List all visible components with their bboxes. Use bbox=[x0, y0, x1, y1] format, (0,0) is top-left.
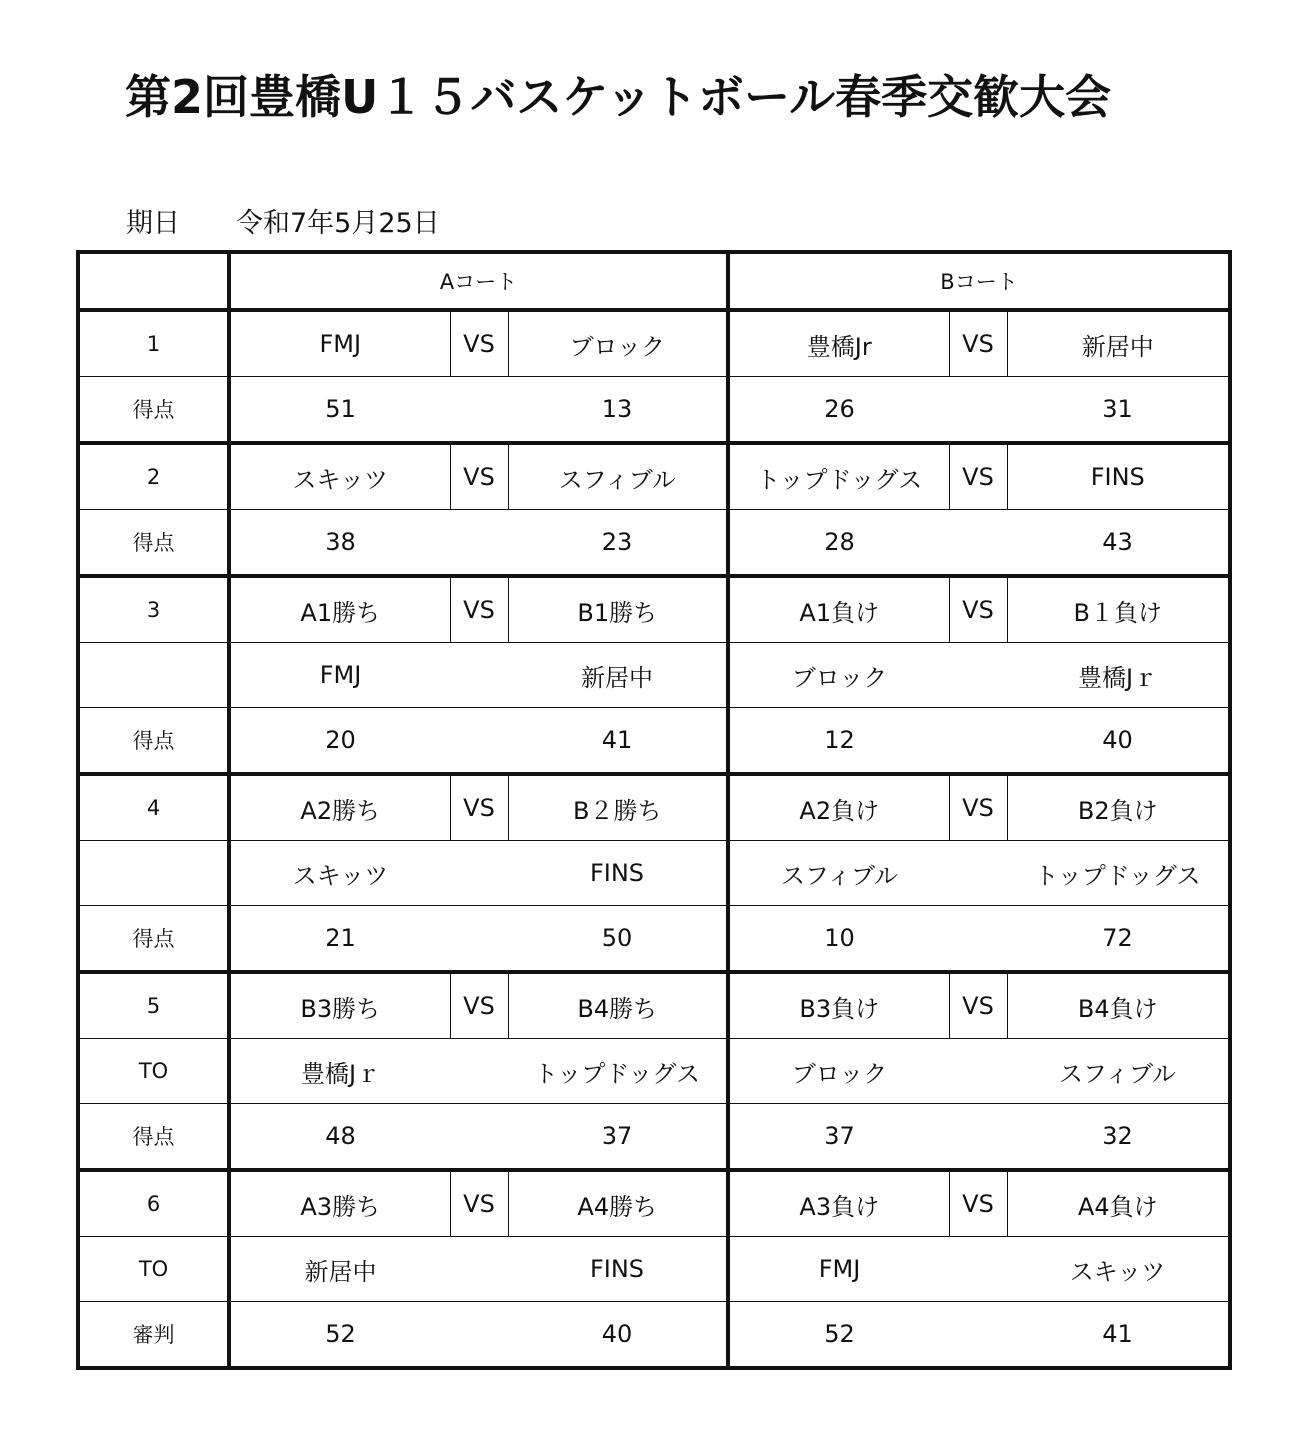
spacer-cell bbox=[949, 1237, 1007, 1302]
match-row bbox=[78, 774, 1230, 841]
teams-row bbox=[78, 841, 1230, 906]
court-a-away-score: 23 bbox=[508, 510, 728, 577]
teams-row bbox=[78, 1237, 1230, 1302]
court-b-header: Bコート bbox=[728, 252, 1230, 310]
spacer-cell bbox=[450, 510, 508, 577]
schedule-table bbox=[76, 250, 1232, 1370]
score-row bbox=[78, 1104, 1230, 1171]
court-a-home-score: 38 bbox=[229, 510, 450, 577]
score-row bbox=[78, 377, 1230, 444]
date-value: 令和7年5月25日 bbox=[236, 208, 440, 239]
court-a-away-score: 50 bbox=[508, 906, 728, 973]
game-number: 4 bbox=[78, 774, 229, 841]
game-number: 5 bbox=[78, 972, 229, 1039]
court-a-home-resolved: FMJ bbox=[229, 643, 450, 708]
date-row bbox=[126, 204, 440, 244]
spacer-cell bbox=[949, 906, 1007, 973]
court-b-home-team: トップドッグス bbox=[728, 443, 949, 510]
court-b-away-score: 32 bbox=[1007, 1104, 1230, 1171]
court-a-home-resolved: 豊橋Jｒ bbox=[229, 1039, 450, 1104]
teams-row-label bbox=[78, 643, 229, 708]
match-row bbox=[78, 310, 1230, 377]
court-b-home-team: A1負け bbox=[728, 576, 949, 643]
score-row bbox=[78, 906, 1230, 973]
spacer-cell bbox=[949, 1039, 1007, 1104]
court-b-away-resolved: スキッツ bbox=[1007, 1237, 1230, 1302]
court-b-home-team: A3負け bbox=[728, 1170, 949, 1237]
game-number: 1 bbox=[78, 310, 229, 377]
match-row bbox=[78, 443, 1230, 510]
court-b-home-resolved: FMJ bbox=[728, 1237, 949, 1302]
spacer-cell bbox=[450, 1237, 508, 1302]
court-a-home-score: 21 bbox=[229, 906, 450, 973]
vs-label: VS bbox=[949, 443, 1007, 510]
spacer-cell bbox=[450, 708, 508, 775]
court-a-away-team: B4勝ち bbox=[508, 972, 728, 1039]
court-b-home-score: 10 bbox=[728, 906, 949, 973]
spacer-cell bbox=[949, 708, 1007, 775]
court-a-away-score: 40 bbox=[508, 1302, 728, 1369]
court-b-home-team: 豊橋Jr bbox=[728, 310, 949, 377]
spacer-cell bbox=[949, 841, 1007, 906]
court-a-home-team: スキッツ bbox=[229, 443, 450, 510]
score-label: 得点 bbox=[78, 377, 229, 444]
teams-row-label: TO bbox=[78, 1039, 229, 1104]
court-b-away-resolved: スフィブル bbox=[1007, 1039, 1230, 1104]
score-label: 得点 bbox=[78, 708, 229, 775]
court-a-home-team: A1勝ち bbox=[229, 576, 450, 643]
court-b-home-score: 52 bbox=[728, 1302, 949, 1369]
court-a-home-resolved: スキッツ bbox=[229, 841, 450, 906]
court-b-away-score: 40 bbox=[1007, 708, 1230, 775]
spacer-cell bbox=[450, 1302, 508, 1369]
score-row bbox=[78, 1302, 1230, 1369]
court-b-away-score: 72 bbox=[1007, 906, 1230, 973]
court-a-home-resolved: 新居中 bbox=[229, 1237, 450, 1302]
teams-row-label: TO bbox=[78, 1237, 229, 1302]
court-a-home-team: FMJ bbox=[229, 310, 450, 377]
court-a-away-resolved: FINS bbox=[508, 1237, 728, 1302]
court-b-home-team: B3負け bbox=[728, 972, 949, 1039]
court-a-away-resolved: 新居中 bbox=[508, 643, 728, 708]
court-a-home-score: 52 bbox=[229, 1302, 450, 1369]
spacer-cell bbox=[450, 1104, 508, 1171]
match-row bbox=[78, 972, 1230, 1039]
teams-row bbox=[78, 643, 1230, 708]
spacer-cell bbox=[450, 643, 508, 708]
court-b-away-score: 43 bbox=[1007, 510, 1230, 577]
vs-label: VS bbox=[949, 310, 1007, 377]
court-a-away-score: 13 bbox=[508, 377, 728, 444]
spacer-cell bbox=[949, 510, 1007, 577]
court-a-away-score: 37 bbox=[508, 1104, 728, 1171]
court-a-home-score: 51 bbox=[229, 377, 450, 444]
teams-row-label bbox=[78, 841, 229, 906]
court-b-away-team: FINS bbox=[1007, 443, 1230, 510]
score-row bbox=[78, 708, 1230, 775]
court-b-home-team: A2負け bbox=[728, 774, 949, 841]
court-a-home-score: 20 bbox=[229, 708, 450, 775]
vs-label: VS bbox=[450, 774, 508, 841]
spacer-cell bbox=[949, 1104, 1007, 1171]
game-number: 3 bbox=[78, 576, 229, 643]
match-row bbox=[78, 576, 1230, 643]
court-b-home-resolved: スフィブル bbox=[728, 841, 949, 906]
vs-label: VS bbox=[450, 1170, 508, 1237]
teams-row bbox=[78, 1039, 1230, 1104]
court-a-away-team: A4勝ち bbox=[508, 1170, 728, 1237]
score-label: 得点 bbox=[78, 1104, 229, 1171]
spacer-cell bbox=[450, 377, 508, 444]
court-b-away-team: B１負け bbox=[1007, 576, 1230, 643]
court-a-away-team: B２勝ち bbox=[508, 774, 728, 841]
spacer-cell bbox=[450, 841, 508, 906]
score-label: 審判 bbox=[78, 1302, 229, 1369]
court-b-home-resolved: ブロック bbox=[728, 1039, 949, 1104]
court-b-away-score: 31 bbox=[1007, 377, 1230, 444]
vs-label: VS bbox=[949, 1170, 1007, 1237]
court-a-away-resolved: トップドッグス bbox=[508, 1039, 728, 1104]
spacer-cell bbox=[949, 377, 1007, 444]
court-a-away-score: 41 bbox=[508, 708, 728, 775]
court-a-home-team: B3勝ち bbox=[229, 972, 450, 1039]
court-b-away-score: 41 bbox=[1007, 1302, 1230, 1369]
score-row bbox=[78, 510, 1230, 577]
spacer-cell bbox=[450, 1039, 508, 1104]
spacer-cell bbox=[949, 1302, 1007, 1369]
spacer-cell bbox=[949, 643, 1007, 708]
court-b-away-resolved: トップドッグス bbox=[1007, 841, 1230, 906]
page-title: 第2回豊橋U１５バスケットボール春季交歓大会 bbox=[125, 70, 1112, 124]
court-a-away-resolved: FINS bbox=[508, 841, 728, 906]
game-number: 6 bbox=[78, 1170, 229, 1237]
court-a-away-team: B1勝ち bbox=[508, 576, 728, 643]
court-b-home-resolved: ブロック bbox=[728, 643, 949, 708]
vs-label: VS bbox=[450, 443, 508, 510]
court-b-home-score: 12 bbox=[728, 708, 949, 775]
court-a-away-team: ブロック bbox=[508, 310, 728, 377]
court-a-header: Aコート bbox=[229, 252, 728, 310]
vs-label: VS bbox=[949, 972, 1007, 1039]
header-corner-cell bbox=[78, 252, 229, 310]
vs-label: VS bbox=[450, 576, 508, 643]
vs-label: VS bbox=[949, 774, 1007, 841]
court-b-away-team: 新居中 bbox=[1007, 310, 1230, 377]
game-number: 2 bbox=[78, 443, 229, 510]
court-b-away-resolved: 豊橋Jｒ bbox=[1007, 643, 1230, 708]
date-label: 期日 bbox=[126, 208, 180, 239]
court-b-home-score: 26 bbox=[728, 377, 949, 444]
court-a-home-team: A2勝ち bbox=[229, 774, 450, 841]
match-row bbox=[78, 1170, 1230, 1237]
vs-label: VS bbox=[450, 972, 508, 1039]
court-a-home-team: A3勝ち bbox=[229, 1170, 450, 1237]
vs-label: VS bbox=[450, 310, 508, 377]
spacer-cell bbox=[450, 906, 508, 973]
court-b-home-score: 28 bbox=[728, 510, 949, 577]
court-b-away-team: B2負け bbox=[1007, 774, 1230, 841]
score-label: 得点 bbox=[78, 510, 229, 577]
score-label: 得点 bbox=[78, 906, 229, 973]
court-b-away-team: A4負け bbox=[1007, 1170, 1230, 1237]
court-b-away-team: B4負け bbox=[1007, 972, 1230, 1039]
court-a-away-team: スフィブル bbox=[508, 443, 728, 510]
court-header-row bbox=[78, 252, 1230, 310]
court-b-home-score: 37 bbox=[728, 1104, 949, 1171]
court-a-home-score: 48 bbox=[229, 1104, 450, 1171]
vs-label: VS bbox=[949, 576, 1007, 643]
